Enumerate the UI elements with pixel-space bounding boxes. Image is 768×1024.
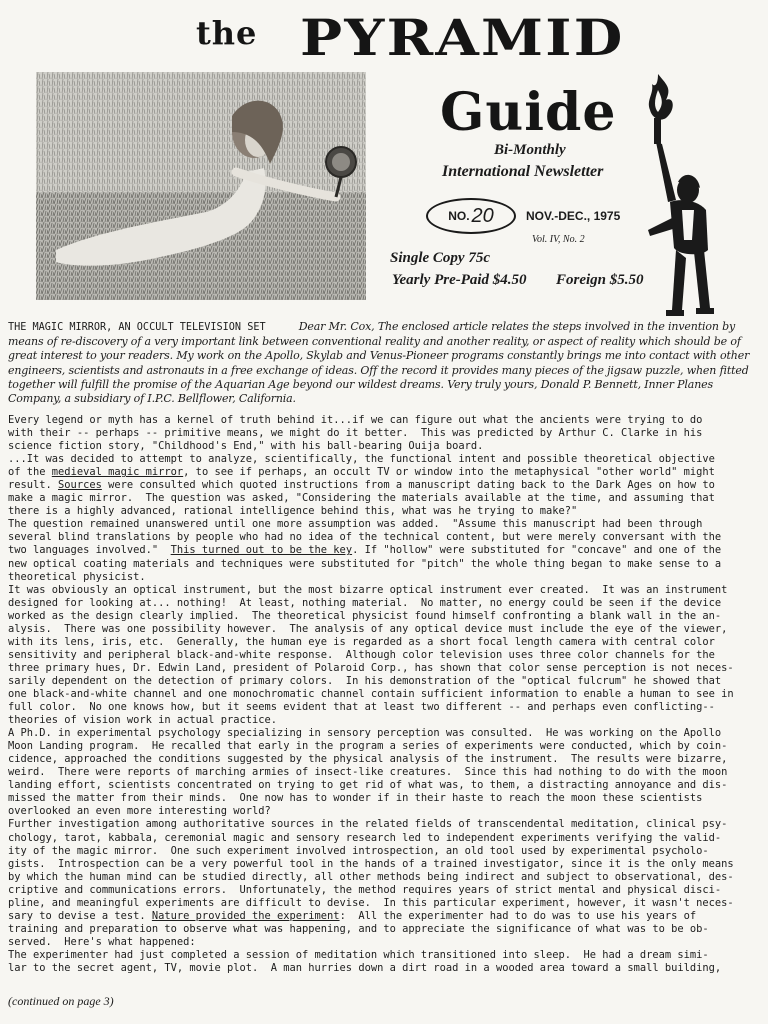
paragraph: ...It was decided to attempt to analyze, scientifically, the functional intent and possible theoretical objective of the bbox=[8, 453, 715, 479]
paragraph: The question remained unanswered until one more assumption was added. "Assume this manuscript had been through several blind translations by people who had no idea of the technical content, but were merely conversant with the two languages involved." bbox=[8, 518, 722, 557]
cover-photo-woman-with-mirror bbox=[36, 72, 366, 300]
intro-letter bbox=[8, 320, 760, 406]
continued-note: (continued on page 3) bbox=[8, 994, 114, 1008]
subtitle-international-newsletter: International Newsletter bbox=[442, 163, 604, 180]
issue-number: 20 bbox=[471, 204, 494, 227]
paragraph: Every legend or myth has a kernel of truth behind it...if we can figure out what the ancients were trying to do with their -- perhaps -- primitive means, we might do it better. This was predicted by Arthur C. Clarke in his science fiction story, "Childhood's End," with his ball-bearing Ouija board. bbox=[8, 414, 703, 453]
article-body bbox=[8, 414, 760, 975]
underlined-phrase: Nature provided the experiment bbox=[151, 909, 340, 922]
article-heading: THE MAGIC MIRROR, AN OCCULT TELEVISION SET bbox=[8, 322, 266, 333]
paragraph-cont: , to see if perhaps, an occult TV or window into the metaphysical "other world" might result. bbox=[8, 466, 715, 492]
paragraph: The experimenter had just completed a session of meditation which transitioned into sleep. He had a dream simi- lar to the secret agent, TV, movie plot. A man hurries down a dirt road in a wooded area toward a small building, bbox=[8, 948, 722, 974]
price-single-copy: Single Copy 75c bbox=[390, 250, 490, 266]
paragraph: Further investigation among authoritative sources in the related fields of transcendental meditation, clinical psy- chology, tarot, kabbala, ceremonial magic and sensory research led to independent experiments verifying the valid- ity of the magic mirror. One such experiment involved introspection, an old tool used by experimental psycholo- gists. Introspection can be a very powerful tool in the hands of a trained investigator, since it is the only means by which the human mind can be studied directly, all other methods being indirect and subject to observational, des- criptive and communications errors. Unfortunately, the method requires years of strict mental and physical disci- pline, and meaningful experiments are difficult to devise. In this particular experiment, however, it wasn't neces- sary to devise a test. bbox=[8, 818, 734, 922]
price-yearly: Yearly Pre-Paid $4.50 bbox=[392, 272, 527, 288]
issue-number-badge bbox=[426, 198, 516, 234]
issue-date: NOV.-DEC., 1975 bbox=[526, 209, 621, 223]
issue-volume: Vol. IV, No. 2 bbox=[532, 234, 585, 245]
paragraph-cont: . If "hollow" were substituted for "concave" and one of the new optical coating materials and techniques were substituted for "pitch" the whole thing began to make sense to a theoretical physicist. bbox=[8, 544, 722, 583]
paragraph: A Ph.D. in experimental psychology specializing in sensory perception was consulted. He was working on the Apollo Moon Landing program. He recalled that early in the program a series of experiments were conducted, which by coin- cidence, approached the conditions suggested by the physical analysis of the instrument. The results were bizarre, weird. There were reports of marching armies of insect-like creatures. Since this had nothing to do with the moon landing effort, scientists concentrated on trying to get rid of what was, to them, a distracting annoyance and dis- missed the matter from their minds. One now has to wonder if in their haste to reach the moon these scientists overlooked an even more interesting world? bbox=[8, 727, 728, 818]
underlined-phrase: This turned out to be the key bbox=[170, 544, 353, 557]
paragraph: It was obviously an optical instrument, but the most bizarre optical instrument ever created. It was an instrument designed for looking at... nothing! At least, nothing material. No matter, no energy could be seen if the device worked as the design clearly implied. The theoretical physicist found himself confronting a blank wall in the an- alysis. There was one possibility however. The analysis of any optical device must include the eye of the viewer, with its lens, iris, etc. Generally, the human eye is regarded as a short focal length camera with central color sensitivity and peripheral black-and-white response. Although color television uses three color channels for the three primary hues, Dr. Edwin Land, president of Polaroid Corp., has shown that color sense perception is not neces- sarily dependent on the detection of primary colors. In his demonstration of the "optical fulcrum" he showed that one black-and-white channel and one monochromatic channel contain sufficient information to enable a human to see in full color. No one knows how, but it seems evident that at least two different -- and perhaps even conflicting-- theories of vision work in actual practice. bbox=[8, 583, 734, 727]
torch-bearer-illustration bbox=[636, 70, 716, 320]
letter-text: Dear Mr. Cox, The enclosed article relates the steps involved in the invention by means of re-discovery of a very important link between conventional reality and another reality, or aspect of reality which should be of great interest to your readers. My work on the Apollo, Skylab and Venus-Pioneer programs constantly brings me into contact with other engineers, scientists and astronauts in a free exchange of ideas. Off the record it provides many pieces of the jigsaw puzzle, when fitted together will fulfill the promise of the Aquarian Age beyond our wildest dreams. Very truly yours, Donald P. Bennett, Inner Planes Company, a subsidiary of I.P.C. Bellflower, California. bbox=[8, 320, 750, 406]
issue-label: NO. bbox=[448, 209, 470, 223]
paragraph-cont: were consulted which quoted instructions from a manuscript dating back to the Dark Ages on how to make a magic mirror. The question was asked, "Considering the materials available at the time, and assuming that there is a highly advanced, rational intelligence behind this, what was he trying to make?" bbox=[8, 479, 715, 518]
underlined-phrase: Sources bbox=[58, 479, 102, 492]
underlined-phrase: medieval magic mirror bbox=[51, 466, 184, 479]
subtitle-bimonthly: Bi-Monthly bbox=[494, 142, 566, 158]
price-foreign: Foreign $5.50 bbox=[556, 272, 644, 288]
masthead-the: the bbox=[196, 14, 258, 52]
masthead-guide: Guide bbox=[440, 82, 617, 143]
masthead-pyramid: PYRAMID bbox=[300, 8, 625, 67]
paragraph-cont: : All the experimenter had to do was to use his years of training and preparation to observe what was happening, and to appreciate the significance of what was to be ob- served. Here's what happened: bbox=[8, 909, 709, 948]
